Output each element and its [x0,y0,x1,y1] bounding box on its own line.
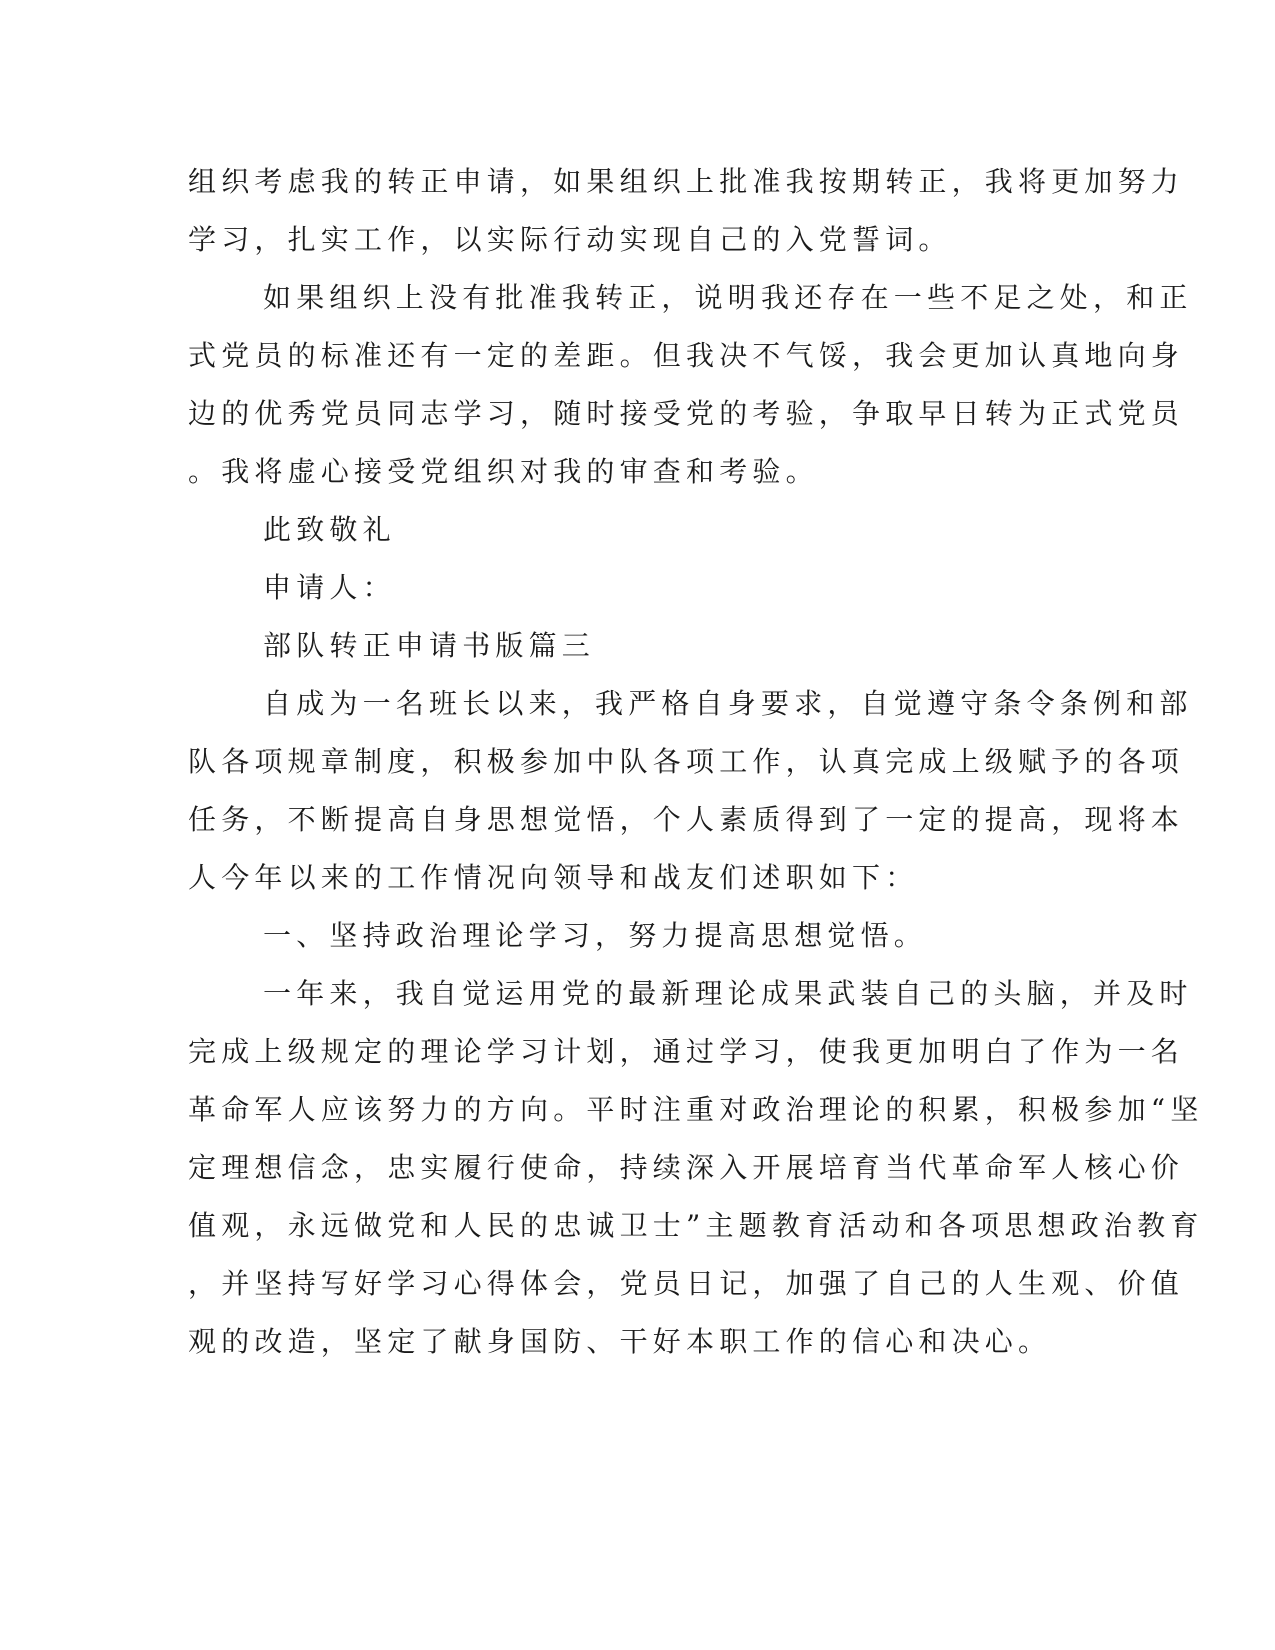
text-line: 如果组织上没有批准我转正，说明我还存在一些不足之处，和正 [263,281,1193,314]
text-line: 任务，不断提高自身思想觉悟，个人素质得到了一定的提高，现将本 [188,803,1185,836]
text-line: 式党员的标准还有一定的差距。但我决不气馁，我会更加认真地向身 [188,339,1185,372]
applicant-label: 申请人： [263,571,396,604]
text-line: 一年来，我自觉运用党的最新理论成果武装自己的头脑，并及时 [263,977,1193,1010]
text-line: 完成上级规定的理论学习计划，通过学习，使我更加明白了作为一名 [188,1035,1185,1068]
text-line: 队各项规章制度，积极参加中队各项工作，认真完成上级赋予的各项 [188,745,1185,778]
text-line: 组织考虑我的转正申请，如果组织上批准我按期转正，我将更加努力 [188,165,1185,198]
subsection-heading: 一、坚持政治理论学习，努力提高思想觉悟。 [263,919,928,952]
text-line: 值观，永远做党和人民的忠诚卫士”主题教育活动和各项思想政治教育 [188,1209,1204,1242]
text-line: 边的优秀党员同志学习，随时接受党的考验，争取早日转为正式党员 [188,397,1185,430]
text-line: 观的改造，坚定了献身国防、干好本职工作的信心和决心。 [188,1325,1052,1358]
text-line: 自成为一名班长以来，我严格自身要求，自觉遵守条令条例和部 [263,687,1193,720]
text-line: 学习，扎实工作，以实际行动实现自己的入党誓词。 [188,223,952,256]
text-line: 定理想信念，忠实履行使命，持续深入开展培育当代革命军人核心价 [188,1151,1185,1184]
text-line: 人今年以来的工作情况向领导和战友们述职如下： [188,861,919,894]
text-line: 。我将虚心接受党组织对我的审查和考验。 [188,455,819,488]
text-line: 革命军人应该努力的方向。平时注重对政治理论的积累，积极参加“坚 [188,1093,1204,1126]
text-line: ，并坚持写好学习心得体会，党员日记，加强了自己的人生观、价值 [188,1267,1185,1300]
section-heading: 部队转正申请书版篇三 [263,629,596,662]
closing-salutation: 此致敬礼 [263,513,396,546]
